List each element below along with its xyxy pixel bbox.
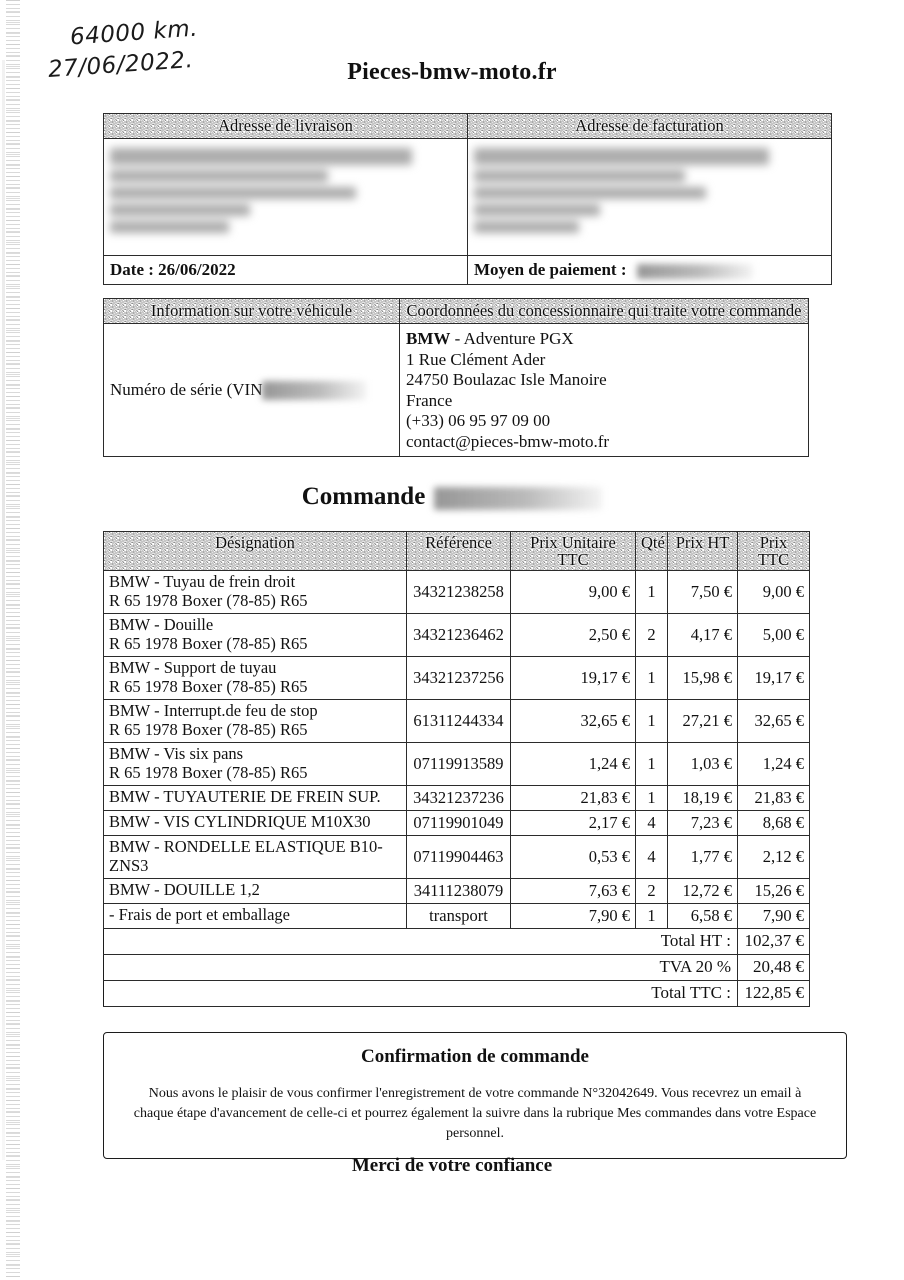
totals-row xyxy=(104,981,810,1007)
item-name: BMW - Douille xyxy=(109,615,214,634)
table-row xyxy=(104,836,810,879)
dealer-phone: (+33) 06 95 97 09 00 xyxy=(406,411,551,430)
billing-address-header: Adresse de facturation xyxy=(468,114,832,139)
handwritten-date-note: 27/06/2022. xyxy=(47,46,195,84)
item-reference: transport xyxy=(407,904,511,929)
vehicle-table-body-row xyxy=(104,324,809,457)
dealer-city: 24750 Boulazac Isle Manoire xyxy=(406,370,607,389)
totals-row xyxy=(104,955,810,981)
totals-row xyxy=(104,929,810,955)
address-table xyxy=(103,113,832,285)
item-subtitle: R 65 1978 Boxer (78-85) R65 xyxy=(109,762,308,782)
item-reference: 07119901049 xyxy=(407,811,511,836)
order-heading-label: Commande xyxy=(301,483,426,510)
item-quantity: 1 xyxy=(636,571,668,614)
item-designation xyxy=(104,571,407,614)
column-header-price-ttc: Prix TTC xyxy=(738,532,810,571)
item-unit-price: 2,17 € xyxy=(511,811,636,836)
item-name: BMW - Support de tuyau xyxy=(109,658,277,677)
item-price-ttc: 21,83 € xyxy=(738,786,810,811)
address-table-body-row xyxy=(104,139,832,256)
billing-address-value xyxy=(468,139,832,256)
table-row xyxy=(104,811,810,836)
totals-label: Total HT : xyxy=(104,929,738,955)
handwritten-mileage-note: 64000 km. xyxy=(69,15,199,51)
item-unit-price: 32,65 € xyxy=(511,700,636,743)
item-subtitle: R 65 1978 Boxer (78-85) R65 xyxy=(109,633,308,653)
order-table-header-row xyxy=(104,532,810,571)
item-price-ht: 27,21 € xyxy=(668,700,738,743)
billing-address-redaction xyxy=(474,148,825,233)
item-subtitle: R 65 1978 Boxer (78-85) R65 xyxy=(109,676,308,696)
vin-label: Numéro de série (VIN xyxy=(110,379,263,399)
item-unit-price: 2,50 € xyxy=(511,614,636,657)
table-row xyxy=(104,700,810,743)
item-price-ttc: 5,00 € xyxy=(738,614,810,657)
dealer-email: contact@pieces-bmw-moto.fr xyxy=(406,431,610,451)
item-designation xyxy=(104,614,407,657)
table-row xyxy=(104,657,810,700)
payment-method-redaction xyxy=(637,264,753,279)
column-header-price-ht: Prix HT xyxy=(668,532,738,571)
dealer-street: 1 Rue Clément Ader xyxy=(406,349,546,369)
item-designation xyxy=(104,700,407,743)
item-name: BMW - RONDELLE ELASTIQUE B10-ZNS3 xyxy=(109,837,383,875)
column-header-quantity: Qté xyxy=(636,532,668,571)
item-unit-price: 1,24 € xyxy=(511,743,636,786)
totals-value: 122,85 € xyxy=(738,981,810,1007)
item-designation xyxy=(104,657,407,700)
item-reference: 34321237256 xyxy=(407,657,511,700)
address-table-header-row xyxy=(104,114,832,139)
dealer-details xyxy=(400,324,809,457)
item-designation xyxy=(104,786,407,811)
order-totals-body xyxy=(104,929,810,1007)
item-quantity: 2 xyxy=(636,614,668,657)
dealer-brand: BMW xyxy=(406,329,451,348)
item-reference: 34111238079 xyxy=(407,879,511,904)
column-header-reference: Référence xyxy=(407,532,511,571)
item-price-ttc: 19,17 € xyxy=(738,657,810,700)
item-name: - Frais de port et emballage xyxy=(109,905,290,924)
item-designation xyxy=(104,904,407,929)
vehicle-table-header-row xyxy=(104,299,809,324)
item-reference: 61311244334 xyxy=(407,700,511,743)
totals-label: Total TTC : xyxy=(104,981,738,1007)
item-reference: 34321237236 xyxy=(407,786,511,811)
item-designation xyxy=(104,743,407,786)
item-price-ttc: 1,24 € xyxy=(738,743,810,786)
item-quantity: 1 xyxy=(636,904,668,929)
vehicle-vin xyxy=(104,324,400,457)
shipping-address-value xyxy=(104,139,468,256)
vehicle-dealer-table xyxy=(103,298,809,457)
item-price-ht: 1,03 € xyxy=(668,743,738,786)
payment-method xyxy=(468,256,832,285)
item-name: BMW - DOUILLE 1,2 xyxy=(109,880,260,899)
dealer-info-header: Coordonnées du concessionnaire qui traite votre commande xyxy=(400,299,809,324)
item-unit-price: 7,90 € xyxy=(511,904,636,929)
item-designation xyxy=(104,836,407,879)
item-price-ht: 6,58 € xyxy=(668,904,738,929)
item-price-ht: 4,17 € xyxy=(668,614,738,657)
order-items-table xyxy=(103,531,810,1007)
table-row xyxy=(104,786,810,811)
order-heading xyxy=(0,483,904,511)
item-price-ht: 18,19 € xyxy=(668,786,738,811)
item-name: BMW - VIS CYLINDRIQUE M10X30 xyxy=(109,812,371,831)
page-title: Pieces-bmw-moto.fr xyxy=(347,59,557,85)
item-price-ttc: 32,65 € xyxy=(738,700,810,743)
dealer-name-rest: - Adventure PGX xyxy=(450,329,574,348)
dealer-name xyxy=(406,329,808,350)
order-number-redaction xyxy=(434,487,602,510)
item-unit-price: 19,17 € xyxy=(511,657,636,700)
vehicle-info-header: Information sur votre véhicule xyxy=(104,299,400,324)
table-row xyxy=(104,571,810,614)
item-price-ht: 1,77 € xyxy=(668,836,738,879)
item-quantity: 4 xyxy=(636,836,668,879)
order-items-body xyxy=(104,571,810,929)
item-price-ht: 7,50 € xyxy=(668,571,738,614)
shipping-address-redaction xyxy=(110,148,461,233)
item-name: BMW - Tuyau de frein droit xyxy=(109,572,296,591)
item-price-ht: 15,98 € xyxy=(668,657,738,700)
address-table-footer-row xyxy=(104,256,832,285)
column-header-designation: Désignation xyxy=(104,532,407,571)
item-unit-price: 0,53 € xyxy=(511,836,636,879)
scan-artifact-left-line xyxy=(2,60,5,1160)
item-price-ttc: 9,00 € xyxy=(738,571,810,614)
item-unit-price: 7,63 € xyxy=(511,879,636,904)
item-reference: 34321238258 xyxy=(407,571,511,614)
table-row xyxy=(104,614,810,657)
vin-redaction xyxy=(262,381,366,400)
column-header-unit-price: Prix Unitaire TTC xyxy=(511,532,636,571)
order-confirmation-box xyxy=(103,1032,847,1159)
item-name: BMW - TUYAUTERIE DE FREIN SUP. xyxy=(109,787,381,806)
item-name: BMW - Vis six pans xyxy=(109,744,244,763)
item-reference: 34321236462 xyxy=(407,614,511,657)
confirmation-title: Confirmation de commande xyxy=(361,1046,589,1067)
order-date: Date : 26/06/2022 xyxy=(104,256,468,285)
item-unit-price: 21,83 € xyxy=(511,786,636,811)
item-reference: 07119913589 xyxy=(407,743,511,786)
item-price-ht: 12,72 € xyxy=(668,879,738,904)
item-quantity: 1 xyxy=(636,786,668,811)
item-price-ttc: 15,26 € xyxy=(738,879,810,904)
item-quantity: 4 xyxy=(636,811,668,836)
item-reference: 07119904463 xyxy=(407,836,511,879)
item-quantity: 1 xyxy=(636,743,668,786)
footer-thanks: Merci de votre confiance xyxy=(351,1155,553,1176)
totals-value: 102,37 € xyxy=(738,929,810,955)
item-subtitle: R 65 1978 Boxer (78-85) R65 xyxy=(109,590,308,610)
shipping-address-header: Adresse de livraison xyxy=(104,114,468,139)
item-price-ht: 7,23 € xyxy=(668,811,738,836)
item-price-ttc: 2,12 € xyxy=(738,836,810,879)
item-designation xyxy=(104,879,407,904)
item-unit-price: 9,00 € xyxy=(511,571,636,614)
item-quantity: 1 xyxy=(636,700,668,743)
payment-method-label: Moyen de paiement : xyxy=(474,260,627,279)
table-row xyxy=(104,743,810,786)
item-quantity: 1 xyxy=(636,657,668,700)
scan-artifact-left-strip xyxy=(6,0,20,1280)
item-price-ttc: 7,90 € xyxy=(738,904,810,929)
item-designation xyxy=(104,811,407,836)
totals-label: TVA 20 % xyxy=(104,955,738,981)
table-row xyxy=(104,904,810,929)
dealer-country: France xyxy=(406,390,453,410)
confirmation-text: Nous avons le plaisir de vous confirmer l'enregistrement de votre commande N°32042649. Vous recevrez un email à chaque étape d'avancement de celle-ci et pourrez également la suivre dans la rubrique Mes commandes dans votre Espace personnel. xyxy=(133,1086,817,1141)
item-quantity: 2 xyxy=(636,879,668,904)
item-name: BMW - Interrupt.de feu de stop xyxy=(109,701,318,720)
item-price-ttc: 8,68 € xyxy=(738,811,810,836)
table-row xyxy=(104,879,810,904)
totals-value: 20,48 € xyxy=(738,955,810,981)
item-subtitle: R 65 1978 Boxer (78-85) R65 xyxy=(109,719,308,739)
